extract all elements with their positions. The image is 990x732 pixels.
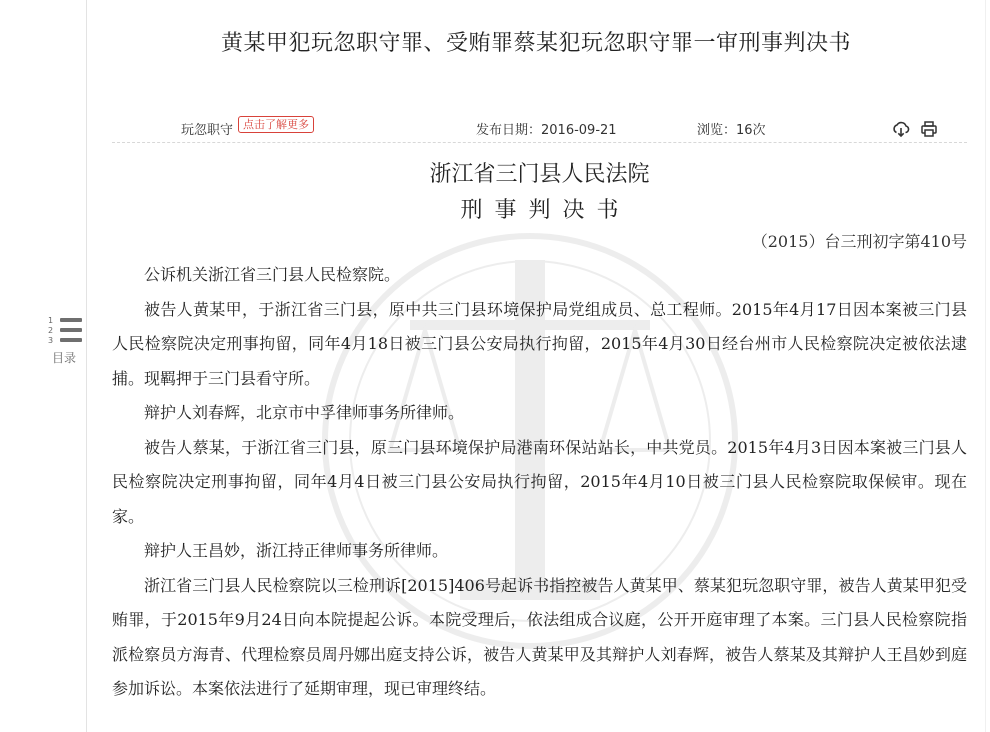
left-divider xyxy=(86,0,87,732)
document-title: 黄某甲犯玩忽职守罪、受贿罪蔡某犯玩忽职守罪一审刑事判决书 xyxy=(220,31,851,56)
download-icon[interactable] xyxy=(892,120,910,138)
case-number: （2015）台三刑初字第410号 xyxy=(751,232,967,251)
publish-date: 发布日期：2016-09-21 xyxy=(476,123,617,138)
paragraph-case-summary: 浙江省三门县人民检察院以三检刑诉[2015]406号起诉书指控被告人黄某甲、蔡某犯玩忽职守罪，被告人黄某甲犯受贿罪，于2015年9月24日向本院提起公诉。本院受理后，依法组成合议庭，公开开庭审理了本案。三门县人民检察院指派检察员方海青、代理检察员周丹娜出庭支持公诉，被告人黄某甲及其辩护人刘春辉，被告人蔡某及其辩护人王昌妙到庭参加诉讼。本案依法进行了延期审理，现已审理终结。 xyxy=(112,575,967,698)
paragraph-defender-2: 辩护人王昌妙，浙江持正律师事务所律师。 xyxy=(144,541,449,560)
paragraph-prosecutor: 公诉机关浙江省三门县人民检察院。 xyxy=(144,265,401,284)
document-type: 刑事判决书 xyxy=(460,198,631,223)
paragraph-defendant-2: 被告人蔡某，于浙江省三门县，原三门县环境保护局港南环保站站长，中共党员。2015年4月3日因本案被三门县人民检察院决定刑事拘留，同年4月4日被三门县公安局执行拘留，2015年4月10日被三门县人民检察院取保候审。现在家。 xyxy=(112,437,967,526)
court-name: 浙江省三门县人民法院 xyxy=(429,162,650,187)
meta-divider xyxy=(112,142,967,143)
learn-more-button[interactable]: 点击了解更多 xyxy=(238,116,314,133)
paragraph-defender-1: 辩护人刘春辉，北京市中孚律师事务所律师。 xyxy=(144,403,465,422)
judgment-body xyxy=(112,258,967,707)
print-icon[interactable] xyxy=(920,120,938,138)
toc-label: 目录 xyxy=(52,351,77,365)
right-divider xyxy=(985,0,986,732)
paragraph-defendant-1: 被告人黄某甲，于浙江省三门县，原中共三门县环境保护局党组成员、总工程师。2015年4月17日因本案被三门县人民检察院决定刑事拘留，同年4月18日被三门县公安局执行拘留，2015年4月30日经台州市人民检察院决定被依法逮捕。现羁押于三门县看守所。 xyxy=(112,299,967,388)
toc-list-icon: 1 2 3 xyxy=(48,316,54,345)
category-tag[interactable]: 玩忽职守 xyxy=(181,123,234,138)
table-of-contents-button[interactable] xyxy=(46,316,86,366)
view-count: 浏览：16次 xyxy=(697,123,766,138)
